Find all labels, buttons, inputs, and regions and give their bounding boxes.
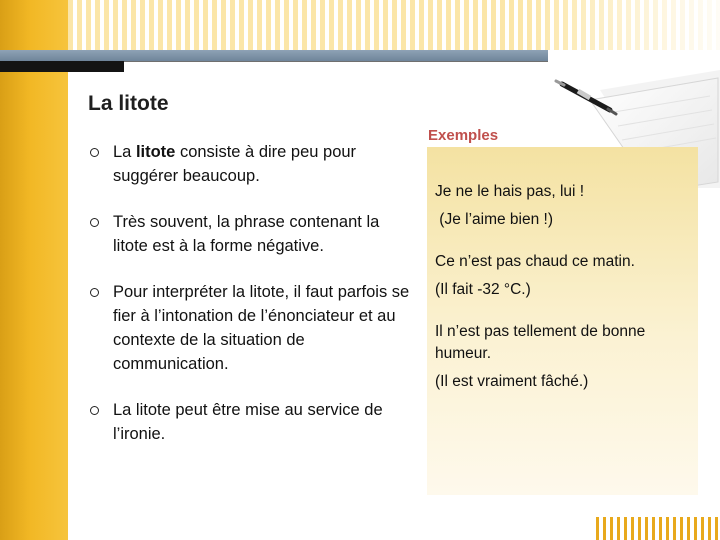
bullet-text: Très souvent, la phrase contenant la litote est à la forme négative.: [113, 213, 380, 255]
bullet-list: [88, 140, 410, 468]
header-black-bar: [0, 61, 124, 72]
bullet-bold-term: litote: [135, 143, 176, 161]
bullet-circle-icon: [90, 148, 99, 157]
bottom-stripes-decoration: [596, 517, 720, 540]
bullet-item: [88, 140, 410, 188]
bullet-text: consiste à dire peu pour suggérer beaucoup.: [113, 143, 357, 185]
bullet-circle-icon: [90, 288, 99, 297]
bullet-item: [88, 398, 410, 446]
example-line: (Il fait -32 °C.): [435, 281, 531, 298]
header-thin-line: [124, 61, 548, 62]
example-line: (Il est vraiment fâché.): [435, 373, 589, 390]
examples-box: [427, 147, 698, 495]
left-gold-band: [0, 0, 68, 540]
examples-title: Exemples: [428, 127, 499, 144]
bullet-text: Pour interpréter la litote, il faut parfois se fier à l’intonation de l’énonciateur et au contexte de la situation de communication.: [113, 283, 410, 373]
slide-title: La litote: [88, 92, 169, 115]
bullet-item: [88, 210, 410, 258]
bullet-circle-icon: [90, 406, 99, 415]
bullet-text: La: [113, 143, 136, 161]
example-line: Ce n’est pas chaud ce matin.: [435, 253, 635, 270]
bullet-circle-icon: [90, 218, 99, 227]
bullet-text: La litote peut être mise au service de l’ironie.: [113, 401, 383, 443]
example-line: Je ne le hais pas, lui !: [435, 183, 585, 200]
example-line: Il n’est pas tellement de bonne humeur.: [435, 323, 646, 362]
top-stripes-decoration: [68, 0, 720, 50]
header-grey-bar: [0, 50, 548, 61]
example-line: (Je l’aime bien !): [435, 211, 554, 228]
bullet-item: [88, 280, 410, 376]
